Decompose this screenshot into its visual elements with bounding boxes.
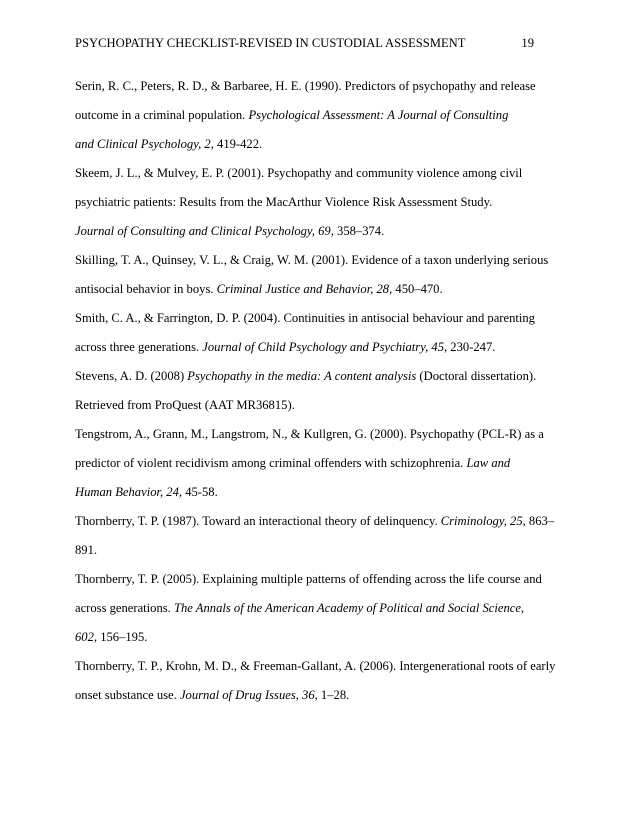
reference-line — [75, 681, 561, 710]
reference-line — [75, 565, 561, 594]
reference-entry — [75, 507, 561, 565]
running-head — [75, 36, 561, 51]
reference-italic-text: Journal of Consulting and Clinical Psychology, 69, — [75, 224, 334, 238]
reference-text: Smith, C. A., & Farrington, D. P. (2004). Continuities in antisocial behaviour and parenting — [75, 311, 535, 325]
reference-italic-text: Journal of Drug Issues, 36 — [179, 688, 315, 702]
reference-line — [75, 623, 561, 652]
reference-text: 419-422. — [213, 137, 263, 151]
reference-line — [75, 507, 561, 536]
reference-italic-text: 602, — [75, 630, 98, 644]
reference-italic-text: and Clinical Psychology, 2, — [75, 137, 214, 151]
reference-list — [75, 72, 561, 710]
reference-text: , 863– — [522, 514, 555, 528]
reference-text: outcome in a criminal population. — [75, 108, 249, 122]
reference-line — [75, 217, 561, 246]
reference-text: across generations. — [75, 601, 174, 615]
reference-italic-text: Criminology, 25 — [440, 514, 523, 528]
reference-text: 45-58. — [182, 485, 218, 499]
reference-entry — [75, 159, 561, 246]
reference-line — [75, 362, 561, 391]
reference-italic-text: Human Behavior, 24, — [75, 485, 183, 499]
reference-italic-text: Law and — [466, 456, 511, 470]
reference-line — [75, 449, 561, 478]
reference-italic-text: Criminal Justice and Behavior, 28, — [216, 282, 393, 296]
reference-entry — [75, 246, 561, 304]
reference-line — [75, 72, 561, 101]
reference-text: Retrieved from ProQuest (AAT MR36815). — [75, 398, 295, 412]
reference-text: Skilling, T. A., Quinsey, V. L., & Craig, W. M. (2001). Evidence of a taxon underlying serious — [75, 253, 549, 267]
reference-line — [75, 101, 561, 130]
reference-line — [75, 478, 561, 507]
reference-line — [75, 159, 561, 188]
reference-text: across three generations. — [75, 340, 203, 354]
reference-text: 156–195. — [97, 630, 148, 644]
reference-line — [75, 536, 561, 565]
reference-line — [75, 594, 561, 623]
reference-text: Thornberry, T. P. (1987). Toward an interactional theory of delinquency. — [75, 514, 441, 528]
reference-text: (Doctoral dissertation). — [416, 369, 537, 383]
page-number: 19 — [521, 36, 534, 50]
reference-text: 450–470. — [392, 282, 443, 296]
reference-text: , 230-247. — [444, 340, 496, 354]
reference-entry — [75, 652, 561, 710]
reference-line — [75, 420, 561, 449]
reference-italic-text: The Annals of the American Academy of Political and Social Science, — [173, 601, 525, 615]
reference-text: Thornberry, T. P. (2005). Explaining multiple patterns of offending across the life course and — [75, 572, 542, 586]
reference-text: Stevens, A. D. (2008) — [75, 369, 188, 383]
reference-text: predictor of violent recidivism among criminal offenders with schizophrenia. — [75, 456, 467, 470]
reference-text: antisocial behavior in boys. — [75, 282, 217, 296]
reference-line — [75, 391, 561, 420]
reference-line — [75, 333, 561, 362]
reference-entry — [75, 362, 561, 420]
running-head-title: PSYCHOPATHY CHECKLIST-REVISED IN CUSTODIAL ASSESSMENT — [75, 36, 466, 50]
reference-entry — [75, 420, 561, 507]
reference-text: Skeem, J. L., & Mulvey, E. P. (2001). Psychopathy and community violence among civil — [75, 166, 523, 180]
reference-text: Serin, R. C., Peters, R. D., & Barbaree, H. E. (1990). Predictors of psychopathy and release — [75, 79, 536, 93]
reference-line — [75, 188, 561, 217]
reference-line — [75, 275, 561, 304]
reference-italic-text: Journal of Child Psychology and Psychiatry, 45 — [202, 340, 444, 354]
reference-entry — [75, 304, 561, 362]
reference-line — [75, 130, 561, 159]
reference-text: Tengstrom, A., Grann, M., Langstrom, N., & Kullgren, G. (2000). Psychopathy (PCL-R) as a — [75, 427, 544, 441]
reference-line — [75, 246, 561, 275]
reference-italic-text: Psychopathy in the media: A content analysis — [187, 369, 417, 383]
reference-text: psychiatric patients: Results from the MacArthur Violence Risk Assessment Study. — [75, 195, 493, 209]
reference-text: Thornberry, T. P., Krohn, M. D., & Freeman-Gallant, A. (2006). Intergenerational roots of early — [75, 659, 556, 673]
reference-line — [75, 304, 561, 333]
reference-line — [75, 652, 561, 681]
reference-entry — [75, 565, 561, 652]
reference-text: onset substance use. — [75, 688, 180, 702]
reference-text: , 1–28. — [314, 688, 350, 702]
reference-italic-text: Psychological Assessment: A Journal of Consulting — [248, 108, 509, 122]
reference-text: 358–374. — [333, 224, 385, 238]
reference-entry — [75, 72, 561, 159]
reference-text: 891. — [75, 543, 98, 557]
